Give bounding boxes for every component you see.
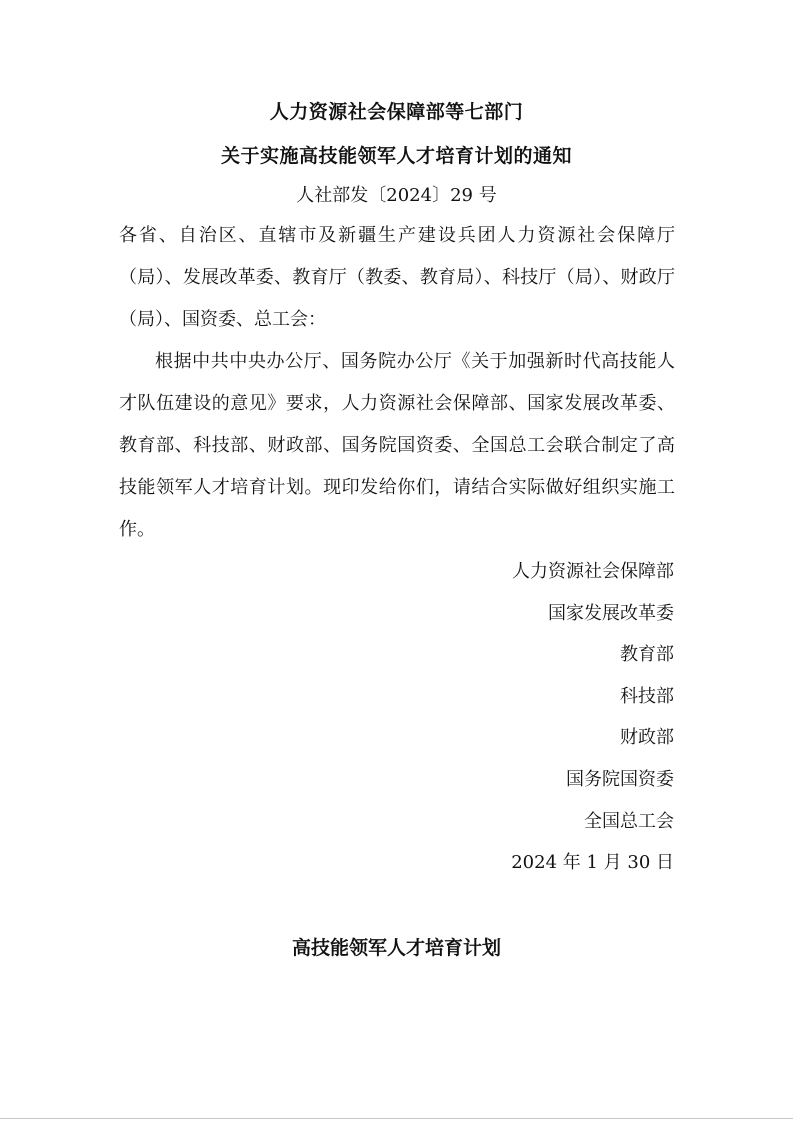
signature-block	[511, 551, 674, 884]
signature-line: 全国总工会	[584, 810, 674, 832]
signature-line: 国务院国资委	[566, 768, 674, 790]
notice-body-paragraph: 根据中共中央办公厅、国务院办公厅《关于加强新时代高技能人才队伍建设的意见》要求，人力资源社会保障部、国家发展改革委、教育部、科技部、财政部、国务院国资委、全国总工会联合制定了高技能领军人才培育计划。现印发给你们，请结合实际做好组织实施工作。	[119, 351, 675, 540]
attachment-title: 高技能领军人才培育计划	[291, 937, 501, 959]
notice-title-line1: 人力资源社会保障部等七部门	[269, 101, 524, 123]
signature-line: 科技部	[620, 685, 674, 707]
document-number: 人社部发〔2024〕29 号	[296, 185, 497, 206]
signature-line: 财政部	[620, 727, 674, 749]
signature-date: 2024 年 1 月 30 日	[511, 852, 674, 874]
signature-line: 国家发展改革委	[548, 602, 674, 624]
page-bottom-rule	[0, 1118, 793, 1119]
recipients-paragraph: 各省、自治区、直辖市及新疆生产建设兵团人力资源社会保障厅（局）、发展改革委、教育厅（教委、教育局）、科技厅（局）、财政厅（局）、国资委、总工会：	[119, 225, 675, 330]
signature-line: 教育部	[620, 644, 674, 666]
notice-title-line2: 关于实施高技能领军人才培育计划的通知	[220, 145, 572, 167]
signature-line: 人力资源社会保障部	[512, 561, 674, 582]
